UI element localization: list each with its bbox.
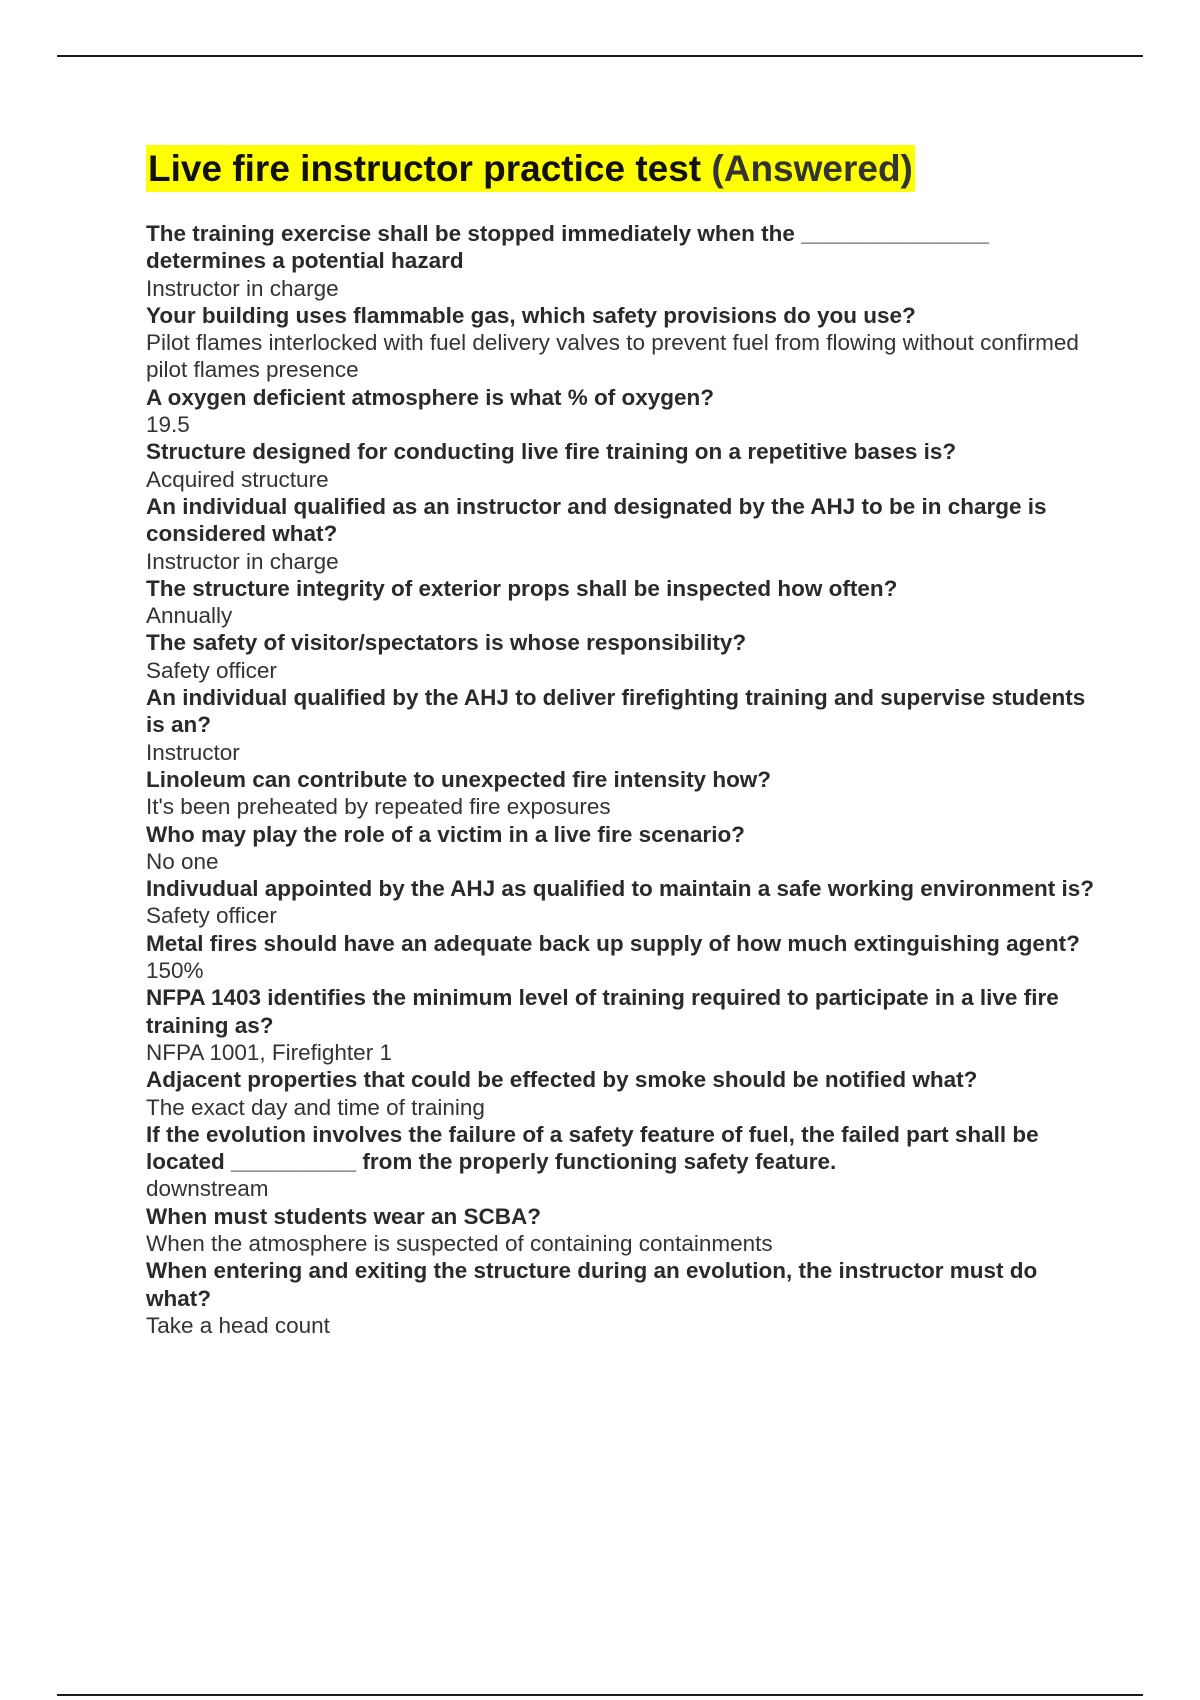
answer-text: When the atmosphere is suspected of containing containments [146, 1230, 773, 1256]
answer-text: Annually [146, 603, 233, 629]
question-text: When must students wear an SCBA? [146, 1203, 542, 1229]
qa-item [146, 438, 1096, 493]
answer-text: Instructor in charge [146, 275, 339, 301]
question-text: NFPA 1403 identifies the minimum level of training required to participate in a live fire training as? [146, 985, 1059, 1038]
question-text: Who may play the role of a victim in a live fire scenario? [146, 821, 745, 847]
qa-item [146, 821, 1096, 876]
qa-item [146, 1203, 1096, 1258]
qa-item [146, 629, 1096, 684]
title-tag: (Answered) [711, 148, 913, 189]
question-text: When entering and exiting the structure during an evolution, the instructor must do what? [146, 1258, 1038, 1311]
question-text: A oxygen deficient atmosphere is what % of oxygen? [146, 384, 715, 410]
qa-item [146, 766, 1096, 821]
answer-text: Instructor [146, 739, 240, 765]
answer-text: 19.5 [146, 412, 190, 438]
question-text: Linoleum can contribute to unexpected fire intensity how? [146, 766, 772, 792]
question-text: Structure designed for conducting live fire training on a repetitive bases is? [146, 439, 957, 465]
question-text: The safety of visitor/spectators is whose responsibility? [146, 630, 747, 656]
answer-text: It's been preheated by repeated fire exposures [146, 794, 611, 820]
answer-text: Instructor in charge [146, 548, 339, 574]
answer-text: Acquired structure [146, 466, 329, 492]
question-text: The training exercise shall be stopped immediately when the _______________ determines a potential hazard [146, 221, 989, 274]
qa-item [146, 220, 1096, 302]
answer-text: The exact day and time of training [146, 1094, 485, 1120]
qa-item [146, 1121, 1096, 1203]
page-title [146, 145, 915, 192]
footer-rule [57, 1694, 1143, 1696]
qa-item [146, 493, 1096, 575]
answer-text: Pilot flames interlocked with fuel delivery valves to prevent fuel from flowing without confirmed pilot flames presence [146, 330, 1079, 383]
qa-item [146, 930, 1096, 985]
qa-item [146, 1257, 1096, 1339]
title-main: Live fire instructor practice test [148, 148, 702, 189]
question-text: The structure integrity of exterior props shall be inspected how often? [146, 575, 898, 601]
question-text: Indivudual appointed by the AHJ as qualified to maintain a safe working environment is? [146, 876, 1095, 902]
question-text: Adjacent properties that could be effected by smoke should be notified what? [146, 1067, 978, 1093]
question-text: Metal fires should have an adequate back up supply of how much extinguishing agent? [146, 930, 1080, 956]
question-text: If the evolution involves the failure of a safety feature of fuel, the failed part shall be located __________ from the properly functioning safety feature. [146, 1121, 1039, 1175]
answer-text: NFPA 1001, Firefighter 1 [146, 1039, 392, 1065]
qa-item [146, 875, 1096, 930]
title-block [146, 145, 915, 192]
answer-text: 150% [146, 958, 204, 984]
qa-item [146, 575, 1096, 630]
qa-item [146, 302, 1096, 384]
question-text: Your building uses flammable gas, which safety provisions do you use? [146, 302, 916, 328]
qa-list [146, 220, 1096, 1339]
header-rule [57, 55, 1143, 57]
question-text: An individual qualified as an instructor and designated by the AHJ to be in charge is considered what? [146, 493, 1047, 547]
qa-item [146, 984, 1096, 1066]
answer-text: downstream [146, 1176, 269, 1202]
qa-item [146, 384, 1096, 439]
question-text: An individual qualified by the AHJ to deliver firefighting training and supervise students is an? [146, 685, 1086, 738]
qa-item [146, 684, 1096, 766]
answer-text: Safety officer [146, 657, 277, 683]
answer-text: Take a head count [146, 1312, 330, 1338]
answer-text: Safety officer [146, 903, 277, 929]
answer-text: No one [146, 848, 219, 874]
qa-item [146, 1066, 1096, 1121]
